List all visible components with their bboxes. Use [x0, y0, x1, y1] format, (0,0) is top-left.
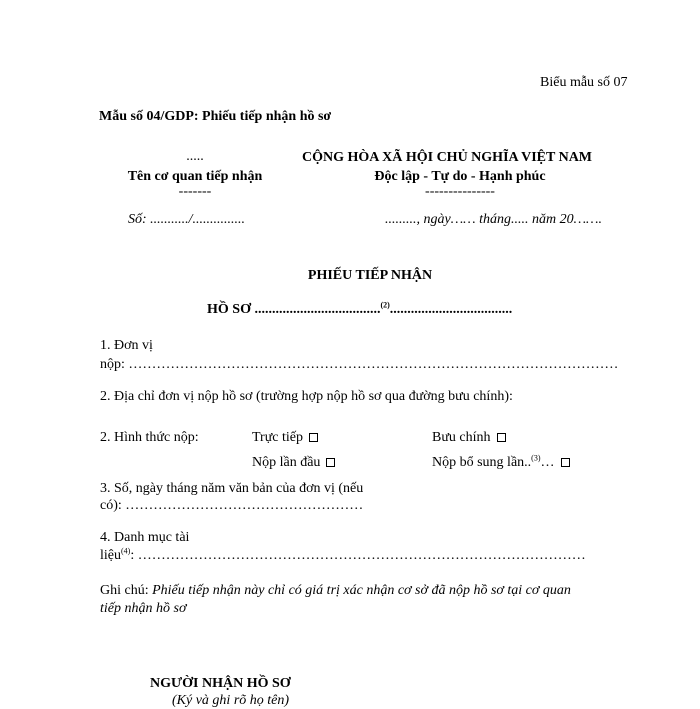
postal-checkbox[interactable]	[497, 433, 506, 442]
supplementary-checkbox[interactable]	[561, 458, 570, 467]
receiver-sign-hint: (Ký và ghi rõ họ tên)	[172, 693, 290, 708]
form-number: Biểu mẫu số 07	[540, 75, 628, 90]
note-line-2: tiếp nhận hồ sơ	[100, 601, 187, 616]
country-name: CỘNG HÒA XÃ HỘI CHỦ NGHĨA VIỆT NAM	[302, 150, 593, 165]
item-2-address: 2. Địa chỉ đơn vị nộp hồ sơ (trường hợp nộp hồ sơ qua đường bưu chính):	[100, 389, 513, 404]
document-number: Số: .........../...............	[128, 212, 246, 227]
direct-checkbox[interactable]	[309, 433, 318, 442]
agency-name-label: Tên cơ quan tiếp nhận	[127, 169, 263, 184]
motto: Độc lập - Tự do - Hạnh phúc	[374, 169, 546, 184]
item-1-label: 1. Đơn vị	[100, 338, 153, 353]
receipt-title: PHIẾU TIẾP NHẬN	[307, 268, 433, 283]
document-date: ........., ngày…… tháng..... năm 20…….	[385, 212, 603, 227]
form-code-title: Mẫu số 04/GDP: Phiếu tiếp nhận hồ sơ	[99, 109, 332, 124]
note-line-1: Ghi chú: Phiếu tiếp nhận này chỉ có giá trị xác nhận cơ sở đã nộp hồ sơ tại cơ quan	[100, 583, 571, 598]
receiver-title: NGƯỜI NHẬN HỒ SƠ	[150, 676, 291, 691]
motto-underline: ---------------	[425, 184, 495, 199]
item-4-label: 4. Danh mục tài	[100, 530, 190, 545]
option-postal: Bưu chính	[432, 430, 506, 446]
option-supplementary: Nộp bổ sung lần..$^{(3)}$…	[432, 455, 570, 471]
item-1-field: nộp: ……………………………………………………………………………………………	[100, 357, 619, 372]
item-4-field: liệu$^{(4)}$: ……………………………………………………………………………………	[100, 546, 586, 563]
item-3-field: có): ……………………………………………	[100, 498, 364, 513]
dossier-title-line: HỒ SƠ ....................................$^{(2)}$...................................	[207, 300, 513, 317]
first-submission-checkbox[interactable]	[326, 458, 335, 467]
item-3-label: 3. Số, ngày tháng năm văn bản của đơn vị (nếu	[100, 481, 364, 496]
agency-underline: -------	[178, 184, 212, 199]
agency-dots: .....	[186, 149, 204, 164]
option-direct: Trực tiếp	[252, 430, 318, 446]
option-first-submission: Nộp lần đầu	[252, 455, 335, 471]
submission-method-label: 2. Hình thức nộp:	[100, 430, 199, 445]
